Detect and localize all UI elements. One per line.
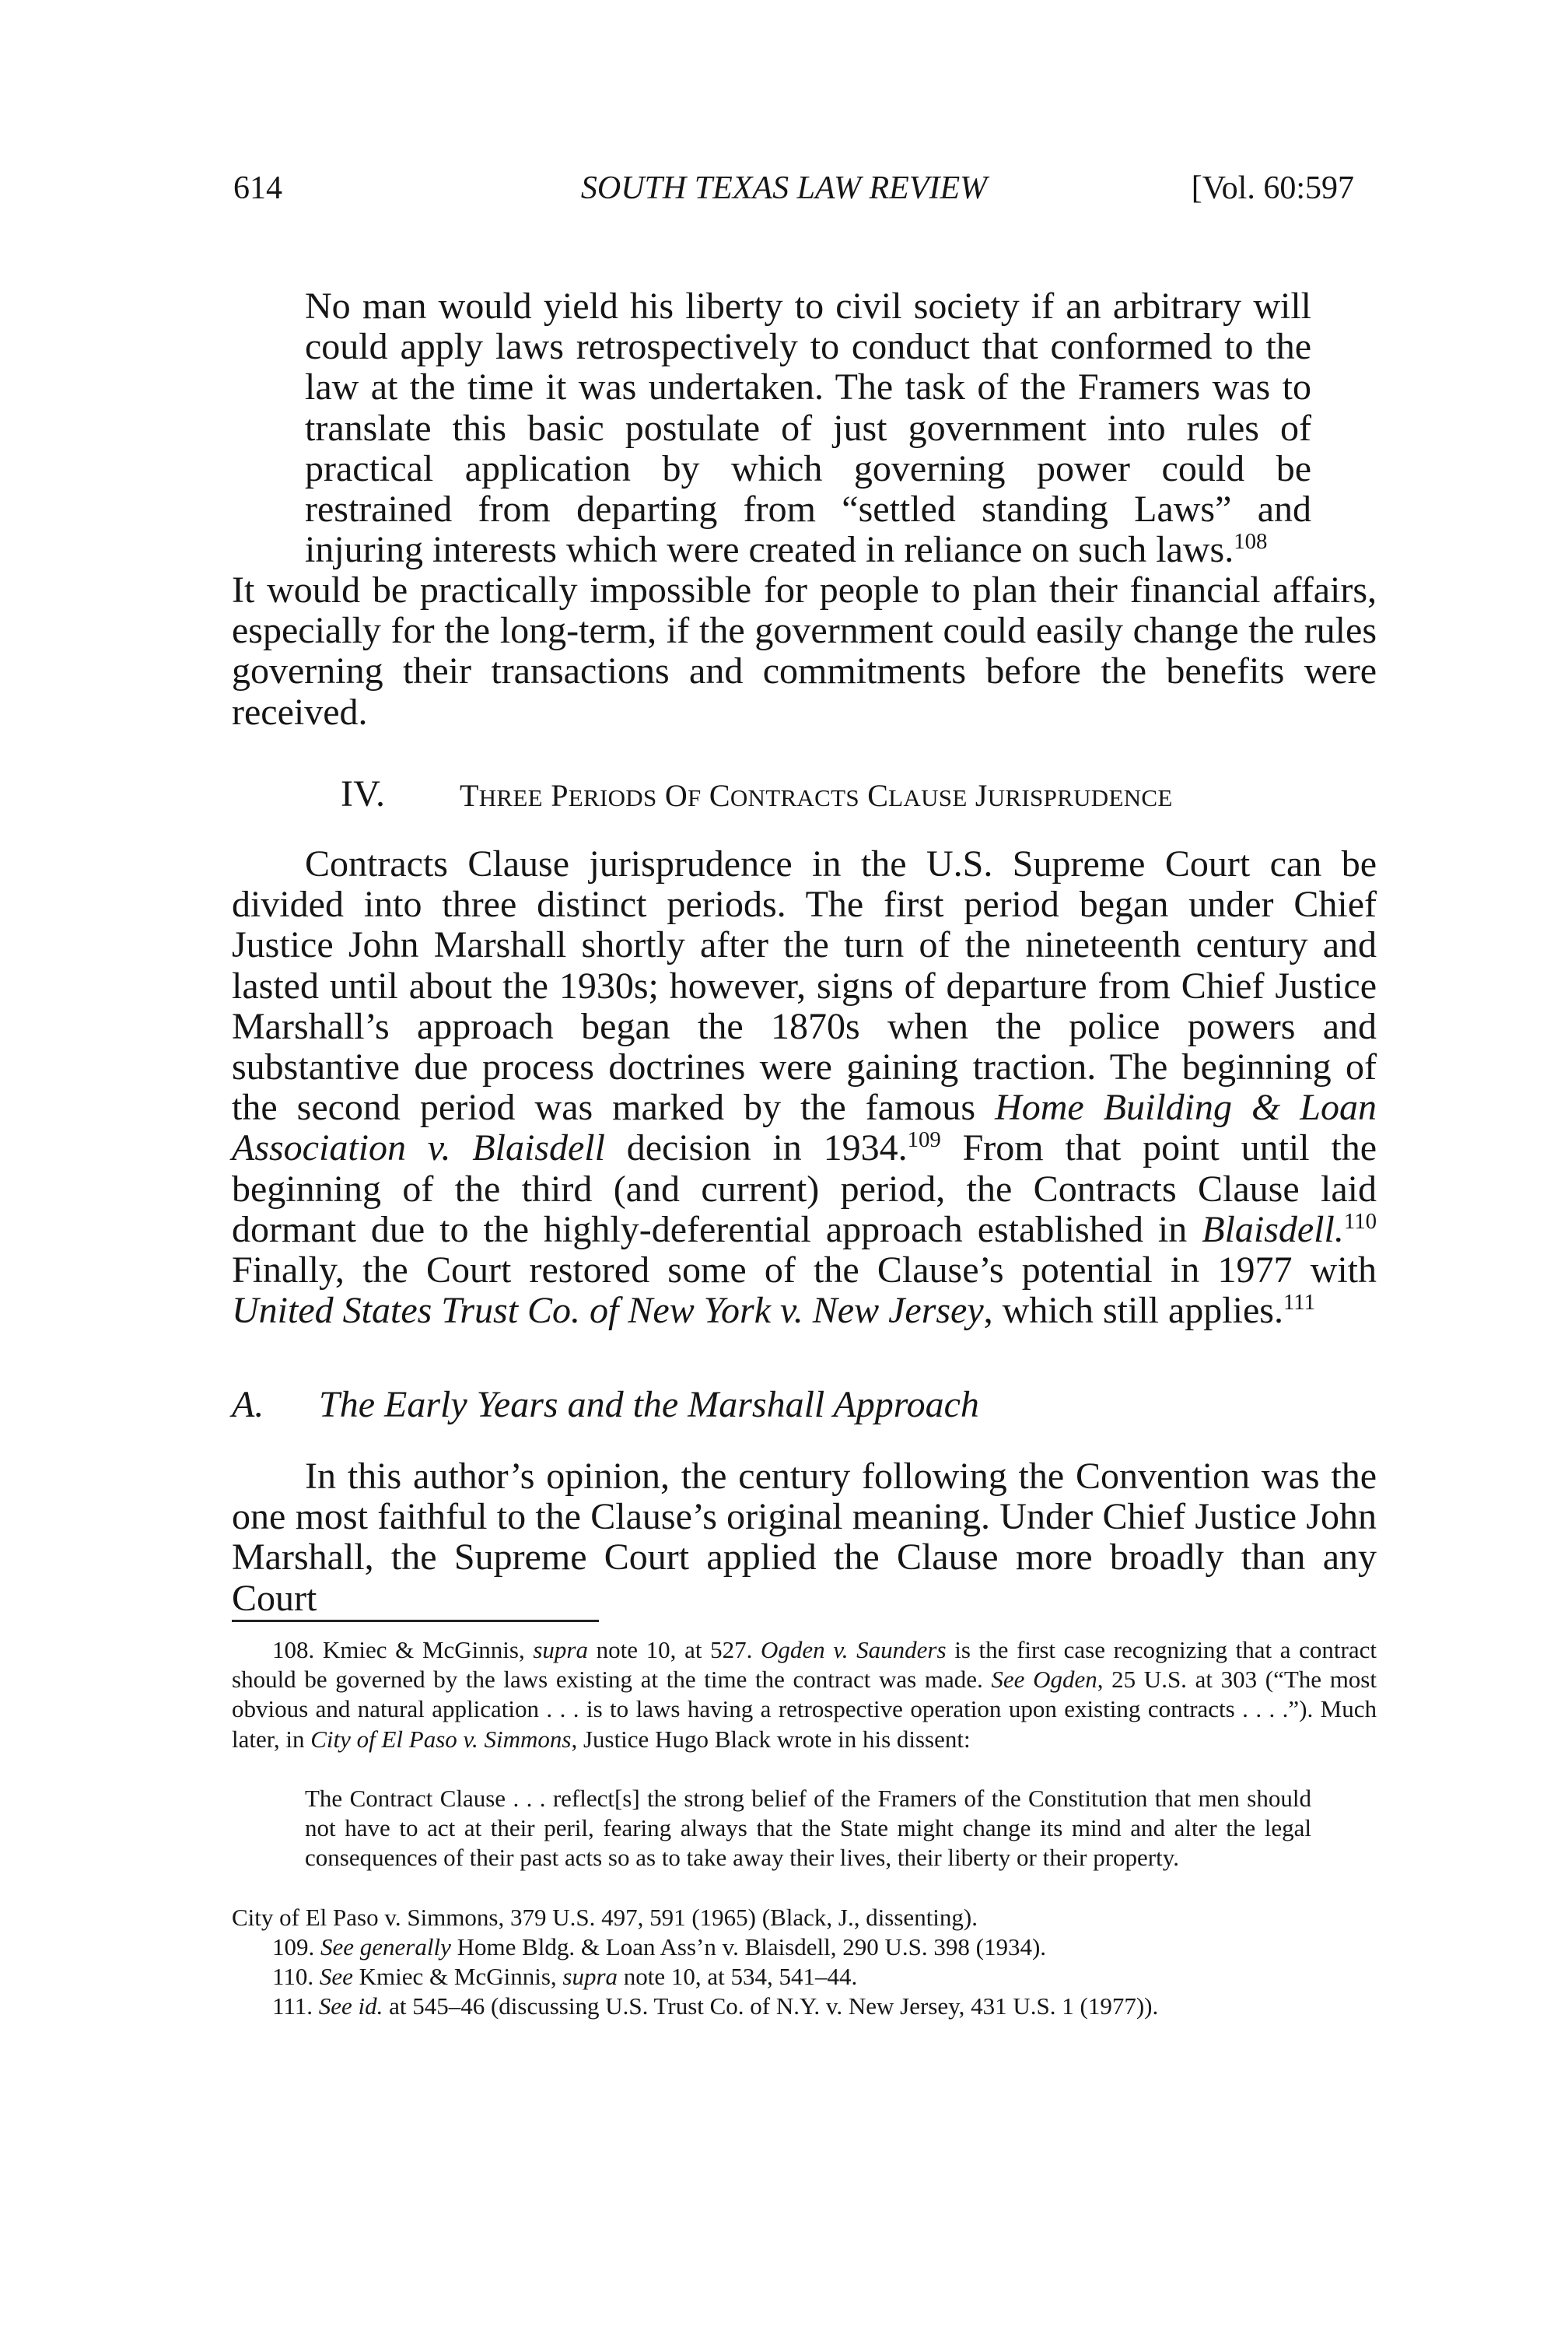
footnote-ref-111[interactable]: 111 (1283, 1290, 1316, 1316)
fn108-text-5: , Justice Hugo Black wrote in his dissent: (571, 1725, 971, 1753)
footnote-110 (232, 1962, 1377, 1992)
footnote-108 (232, 1635, 1377, 1754)
fn108-text-1: Kmiec & McGinnis, (314, 1636, 534, 1663)
p2-text-4: Finally, the Court restored some of the Clause’s potential in 1977 with (232, 1249, 1377, 1291)
footnote-111-number: 111. (272, 1992, 313, 2020)
section-title-word-5: JURISPRUDENCE (975, 778, 1173, 813)
fn108-italic-1: supra (533, 1636, 588, 1663)
subsection-heading (232, 1385, 979, 1425)
volume-citation: [Vol. 60:597 (1191, 170, 1354, 206)
section-title-word-4: CLAUSE (867, 778, 968, 813)
section-title-word-1: PERIODS (551, 778, 657, 813)
fn108-text-4: , 25 U.S. at 303 (“The most obvious and natural application . . . is to laws having a retrospective operation upon existing contracts . . . .”). Much later, in (232, 1666, 1377, 1753)
case-name-blaisdell: Home Building & Loan Association v. Blaisdell (232, 1087, 1377, 1169)
fn110-italic-2: supra (562, 1963, 618, 1990)
section-heading (341, 774, 1173, 818)
p2-text-2: decision in 1934. (604, 1127, 908, 1169)
fn108-italic-4: City of El Paso v. Simmons (310, 1725, 572, 1753)
footnote-109-number: 109. (272, 1933, 315, 1960)
footnote-ref-108[interactable]: 108 (1234, 529, 1268, 555)
fn110-text-2: note 10, at 534, 541–44. (618, 1963, 858, 1990)
section-title-word-2: OF (664, 778, 702, 813)
section-title-word-3: CONTRACTS (709, 778, 859, 813)
footnote-110-number: 110. (272, 1963, 314, 1990)
case-name-us-trust: United States Trust Co. of New York v. New Jersey (232, 1290, 984, 1332)
p2-text-3: From that point until the beginning of the third (and current) period, the Contracts Clause laid dormant due to the highly-deferential approach established in (232, 1127, 1377, 1250)
fn108-italic-3: See Ogden (991, 1666, 1097, 1694)
fn110-text-1: Kmiec & McGinnis, (352, 1963, 563, 1990)
fn108-italic-2: Ogden v. Saunders (761, 1636, 947, 1663)
footnote-divider (232, 1620, 599, 1622)
footnote-109 (232, 1932, 1377, 1962)
fn111-italic-1: See id. (318, 1992, 383, 2020)
paragraph-three-periods (232, 844, 1377, 1331)
p2-text-1: Contracts Clause jurisprudence in the U.S. Supreme Court can be divided into three distinct periods. The first period began under Chief Justice John Marshall shortly after the turn of the nineteenth century and lasted until about the 1930s; however, signs of departure from Chief Justice Marshall’s approach began the 1870s when the police powers and substantive due process doctrines were gaining traction. The beginning of the second period was marked by the famous (232, 843, 1377, 1129)
fn110-italic-1: See (319, 1963, 353, 1990)
footnote-108-citation: City of El Paso v. Simmons, 379 U.S. 497, 591 (1965) (Black, J., dissenting). (232, 1904, 978, 1931)
footnote-ref-109[interactable]: 109 (907, 1127, 941, 1153)
footnote-ref-110[interactable]: 110 (1343, 1208, 1377, 1234)
paragraph-marshall: In this author’s opinion, the century following the Convention was the one most faithful to the Clause’s original meaning. Under Chief Justice John Marshall, the Supreme Court applied the Clause more broadly than any Court (232, 1456, 1377, 1619)
section-title-word-0: THREE (460, 778, 543, 813)
p2-text-5: , which still applies. (983, 1290, 1283, 1332)
case-name-blaisdell-short: Blaisdell. (1202, 1208, 1344, 1250)
subsection-letter: A. (232, 1384, 264, 1425)
section-title (460, 778, 1173, 813)
paragraph-financial-affairs: It would be practically impossible for people to plan their financial affairs, especially for the long-term, if the government could easily change the rules governing their transactions and commitments before the benefits were received. (232, 569, 1377, 733)
page-number: 614 (233, 170, 282, 206)
footnote-108-number: 108. (272, 1636, 315, 1663)
subsection-title: The Early Years and the Marshall Approach (319, 1384, 979, 1425)
footnote-108-quote: The Contract Clause . . . reflect[s] the strong belief of the Framers of the Constitution that men should not have to act at their peril, fearing always that the State might change its mind and alter the legal consequences of their past acts so as to take away their lives, their liberty or their property. (305, 1785, 1311, 1872)
block-quote-text: No man would yield his liberty to civil society if an arbitrary will could apply laws retrospectively to conduct that conformed to the law at the time it was undertaken. The task of the Framers was to translate this basic postulate of just government into rules of practical application by which governing power could be restrained from departing from “settled standing Laws” and injuring interests which were created in reliance on such laws. (305, 286, 1311, 571)
fn108-text-3: is the first case recognizing that a contract should be governed by the laws existing at the time the contract was made. (232, 1636, 1377, 1694)
fn111-text-1: at 545–46 (discussing U.S. Trust Co. of N.Y. v. New Jersey, 431 U.S. 1 (1977)). (383, 1992, 1159, 2020)
footnote-111 (232, 1992, 1377, 2021)
fn109-italic-1: See generally (320, 1933, 451, 1960)
block-quote (305, 286, 1311, 570)
fn109-text-1: Home Bldg. & Loan Ass’n v. Blaisdell, 290 U.S. 398 (1934). (450, 1933, 1047, 1960)
section-number: IV. (341, 773, 386, 815)
journal-title: SOUTH TEXAS LAW REVIEW (580, 170, 988, 206)
fn108-text-2: note 10, at 527. (588, 1636, 761, 1663)
